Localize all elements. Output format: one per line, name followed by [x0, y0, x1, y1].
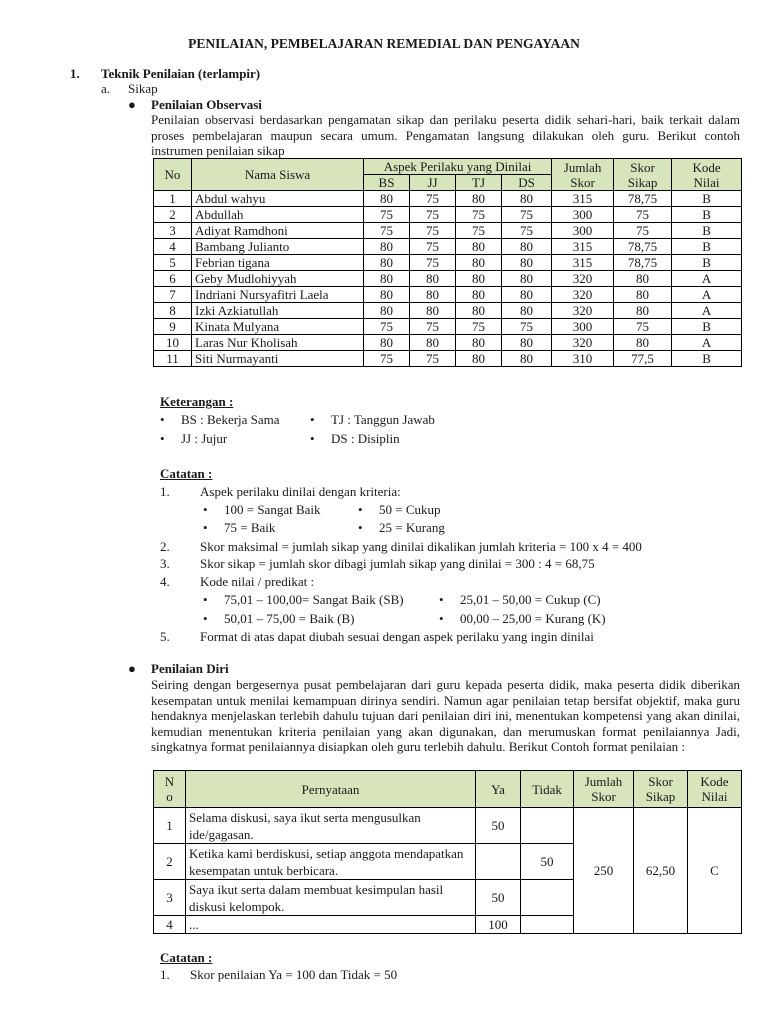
- cell-kode: A: [672, 335, 742, 351]
- cell-tidak: 50: [521, 844, 574, 880]
- cell-skor: 78,75: [614, 239, 672, 255]
- catatan-heading: Catatan :: [160, 950, 213, 965]
- cell-jj: 75: [410, 319, 456, 335]
- predikat-item: • 50,01 – 75,00 = Baik (B): [224, 611, 354, 627]
- cell-ds: 80: [502, 351, 552, 367]
- catatan-item: Aspek perilaku dinilai dengan kriteria:: [200, 484, 401, 499]
- table-row: [154, 239, 742, 255]
- cell-jj: 75: [410, 223, 456, 239]
- cell-bs: 80: [364, 255, 410, 271]
- cell-ds: 80: [502, 239, 552, 255]
- cell-no: 4: [154, 916, 186, 934]
- observation-table: [153, 158, 742, 367]
- cell-ds: 75: [502, 319, 552, 335]
- table-row: [154, 335, 742, 351]
- cell-tidak: [521, 808, 574, 844]
- cell-skor: 80: [614, 335, 672, 351]
- predikat-item: • 75,01 – 100,00= Sangat Baik (SB): [224, 592, 404, 608]
- cell-pernyataan: Saya ikut serta dalam membuat kesimpulan hasil diskusi kelompok.: [186, 880, 476, 916]
- cell-jumlah: 315: [552, 239, 614, 255]
- cell-no: 8: [154, 303, 192, 319]
- cell-ya: 50: [476, 808, 521, 844]
- cell-nama: Kinata Mulyana: [192, 319, 364, 335]
- header-skor-sikap: Skor Sikap: [614, 159, 672, 191]
- keterangan-item: • BS : Bekerja Sama: [181, 412, 280, 428]
- cell-kode: B: [672, 191, 742, 207]
- cell-ds: 80: [502, 303, 552, 319]
- cell-tj: 80: [456, 271, 502, 287]
- cell-kode: B: [672, 255, 742, 271]
- cell-ya: 100: [476, 916, 521, 934]
- header-ds: DS: [502, 175, 552, 191]
- cell-jumlah-skor: 250: [574, 808, 634, 934]
- header-nama: Nama Siswa: [192, 159, 364, 191]
- keterangan-heading: Keterangan :: [160, 394, 234, 409]
- cell-bs: 80: [364, 191, 410, 207]
- cell-jj: 75: [410, 239, 456, 255]
- header-kode-nilai: Kode Nilai: [688, 771, 742, 808]
- cell-ds: 80: [502, 255, 552, 271]
- bullet-icon: ●: [128, 661, 136, 676]
- cell-bs: 80: [364, 271, 410, 287]
- cell-jj: 80: [410, 335, 456, 351]
- cell-nama: Bambang Julianto: [192, 239, 364, 255]
- header-tj: TJ: [456, 175, 502, 191]
- header-skor-sikap: Skor Sikap: [634, 771, 688, 808]
- table-row: [154, 303, 742, 319]
- cell-tj: 80: [456, 255, 502, 271]
- cell-jumlah: 315: [552, 191, 614, 207]
- table-row: [154, 319, 742, 335]
- cell-no: 2: [154, 844, 186, 880]
- header-no: No: [154, 159, 192, 191]
- keterangan-item: • DS : Disiplin: [331, 431, 400, 447]
- cell-tj: 75: [456, 319, 502, 335]
- section-number: 1.: [70, 66, 80, 81]
- cell-no: 10: [154, 335, 192, 351]
- self-assessment-table: [153, 770, 742, 934]
- header-pernyataan: Pernyataan: [186, 771, 476, 808]
- cell-no: 1: [154, 191, 192, 207]
- cell-jumlah: 300: [552, 319, 614, 335]
- predikat-item: • 00,00 – 25,00 = Kurang (K): [460, 611, 606, 627]
- cell-jj: 80: [410, 287, 456, 303]
- cell-bs: 80: [364, 335, 410, 351]
- cell-tj: 80: [456, 191, 502, 207]
- cell-jj: 75: [410, 191, 456, 207]
- cell-ds: 80: [502, 271, 552, 287]
- cell-jumlah: 315: [552, 255, 614, 271]
- kriteria-item: • 25 = Kurang: [379, 520, 445, 536]
- subsection-letter: a.: [101, 81, 111, 96]
- header-ya: Ya: [476, 771, 521, 808]
- cell-no: 9: [154, 319, 192, 335]
- keterangan-item: • TJ : Tanggun Jawab: [331, 412, 435, 428]
- cell-jj: 75: [410, 351, 456, 367]
- catatan-number: 5.: [160, 629, 170, 644]
- cell-nama: Izki Azkiatullah: [192, 303, 364, 319]
- observasi-intro: Penilaian observasi berdasarkan pengamatan sikap dan perilaku peserta didik sehari-hari, baik terkait dalam proses pembelajaran maupun secara umum. Pengamatan langsung dilakukan oleh guru. Berikut contoh instrumen penilaian sikap: [151, 112, 740, 158]
- cell-skor: 78,75: [614, 255, 672, 271]
- cell-bs: 80: [364, 287, 410, 303]
- cell-jumlah: 320: [552, 303, 614, 319]
- observasi-heading: Penilaian Observasi: [151, 97, 262, 112]
- table-row: [154, 287, 742, 303]
- cell-jumlah: 300: [552, 223, 614, 239]
- cell-ya: 50: [476, 880, 521, 916]
- cell-nama: Febrian tigana: [192, 255, 364, 271]
- diri-heading: Penilaian Diri: [151, 661, 229, 676]
- catatan-item: Skor sikap = jumlah skor dibagi jumlah sikap yang dinilai = 300 : 4 = 68,75: [200, 556, 595, 571]
- cell-jj: 80: [410, 303, 456, 319]
- cell-skor: 80: [614, 287, 672, 303]
- cell-kode: A: [672, 287, 742, 303]
- catatan-number: 1.: [160, 967, 170, 982]
- cell-kode: B: [672, 351, 742, 367]
- cell-no: 2: [154, 207, 192, 223]
- table-row: [154, 271, 742, 287]
- cell-bs: 80: [364, 303, 410, 319]
- table-row: [154, 351, 742, 367]
- bullet-icon: ●: [128, 97, 136, 112]
- table-row: [154, 255, 742, 271]
- cell-tj: 80: [456, 303, 502, 319]
- cell-ds: 80: [502, 335, 552, 351]
- keterangan-item: • JJ : Jujur: [181, 431, 227, 447]
- header-no: N o: [154, 771, 186, 808]
- cell-kode-nilai: C: [688, 808, 742, 934]
- cell-no: 1: [154, 808, 186, 844]
- diri-intro: Seiring dengan bergesernya pusat pembelajaran dari guru kepada peserta didik, maka peserta didik diberikan kesempatan untuk menilai kemampuan dirinya sendiri. Namun agar penilaian tetap bersifat objektif, maka guru hendaknya menjelaskan terlebih dahulu tujuan dari penilaian diri ini, menentukan kompetensi yang akan dinilai, kemudian menentukan kriteria penilaian yang akan digunakan, dan merumuskan format penilaiannya Jadi, singkatnya format penilaiannya disiapkan oleh guru terlebih dahulu. Berikut Contoh format penilaian :: [151, 677, 740, 754]
- section-heading: Teknik Penilaian (terlampir): [101, 66, 261, 81]
- cell-nama: Siti Nurmayanti: [192, 351, 364, 367]
- cell-no: 4: [154, 239, 192, 255]
- cell-kode: B: [672, 207, 742, 223]
- cell-ya: [476, 844, 521, 880]
- cell-tj: 80: [456, 239, 502, 255]
- predikat-item: • 25,01 – 50,00 = Cukup (C): [460, 592, 601, 608]
- cell-bs: 75: [364, 351, 410, 367]
- header-jumlah-skor: Jumlah Skor: [552, 159, 614, 191]
- cell-no: 11: [154, 351, 192, 367]
- cell-nama: Abdullah: [192, 207, 364, 223]
- cell-tidak: [521, 916, 574, 934]
- cell-jumlah: 300: [552, 207, 614, 223]
- header-aspek: Aspek Perilaku yang Dinilai: [364, 159, 552, 175]
- cell-tidak: [521, 880, 574, 916]
- cell-pernyataan: Ketika kami berdiskusi, setiap anggota mendapatkan kesempatan untuk berbicara.: [186, 844, 476, 880]
- catatan-number: 4.: [160, 574, 170, 589]
- catatan-number: 1.: [160, 484, 170, 499]
- catatan-number: 2.: [160, 539, 170, 554]
- kriteria-item: • 50 = Cukup: [379, 502, 441, 518]
- cell-ds: 80: [502, 191, 552, 207]
- header-bs: BS: [364, 175, 410, 191]
- cell-ds: 75: [502, 207, 552, 223]
- catatan-item: Skor penilaian Ya = 100 dan Tidak = 50: [190, 967, 398, 982]
- header-jumlah-skor: Jumlah Skor: [574, 771, 634, 808]
- cell-kode: B: [672, 319, 742, 335]
- cell-jj: 75: [410, 255, 456, 271]
- cell-jj: 80: [410, 271, 456, 287]
- subsection-heading: Sikap: [128, 81, 158, 96]
- cell-skor: 80: [614, 271, 672, 287]
- cell-skor: 77,5: [614, 351, 672, 367]
- cell-skor: 75: [614, 207, 672, 223]
- catatan-heading: Catatan :: [160, 466, 213, 481]
- cell-no: 6: [154, 271, 192, 287]
- header-jj: JJ: [410, 175, 456, 191]
- cell-jumlah: 310: [552, 351, 614, 367]
- cell-no: 3: [154, 880, 186, 916]
- cell-jumlah: 320: [552, 287, 614, 303]
- cell-skor: 78,75: [614, 191, 672, 207]
- cell-kode: B: [672, 223, 742, 239]
- table-row: [154, 808, 742, 844]
- table-row: [154, 223, 742, 239]
- cell-skor: 75: [614, 319, 672, 335]
- cell-bs: 75: [364, 207, 410, 223]
- cell-bs: 80: [364, 239, 410, 255]
- cell-ds: 80: [502, 287, 552, 303]
- catatan-item: Skor maksimal = jumlah sikap yang dinilai dikalikan jumlah kriteria = 100 x 4 = 400: [200, 539, 642, 554]
- cell-jumlah: 320: [552, 271, 614, 287]
- cell-no: 7: [154, 287, 192, 303]
- cell-nama: Laras Nur Kholisah: [192, 335, 364, 351]
- cell-nama: Geby Mudlohiyyah: [192, 271, 364, 287]
- cell-kode: A: [672, 303, 742, 319]
- cell-tj: 75: [456, 207, 502, 223]
- cell-jumlah: 320: [552, 335, 614, 351]
- cell-nama: Indriani Nursyafitri Laela: [192, 287, 364, 303]
- cell-bs: 75: [364, 319, 410, 335]
- cell-kode: B: [672, 239, 742, 255]
- cell-bs: 75: [364, 223, 410, 239]
- cell-skor-sikap: 62,50: [634, 808, 688, 934]
- catatan-item: Kode nilai / predikat :: [200, 574, 315, 589]
- kriteria-item: • 100 = Sangat Baik: [224, 502, 321, 518]
- table-row: [154, 191, 742, 207]
- header-kode-nilai: Kode Nilai: [672, 159, 742, 191]
- cell-tj: 75: [456, 223, 502, 239]
- kriteria-item: • 75 = Baik: [224, 520, 275, 536]
- cell-nama: Adiyat Ramdhoni: [192, 223, 364, 239]
- cell-pernyataan: ...: [186, 916, 476, 934]
- catatan-number: 3.: [160, 556, 170, 571]
- cell-tj: 80: [456, 335, 502, 351]
- cell-pernyataan: Selama diskusi, saya ikut serta mengusulkan ide/gagasan.: [186, 808, 476, 844]
- cell-skor: 75: [614, 223, 672, 239]
- page-title: PENILAIAN, PEMBELAJARAN REMEDIAL DAN PENGAYAAN: [188, 36, 580, 51]
- cell-no: 3: [154, 223, 192, 239]
- catatan-item: Format di atas dapat diubah sesuai dengan aspek perilaku yang ingin dinilai: [200, 629, 594, 644]
- cell-no: 5: [154, 255, 192, 271]
- cell-skor: 80: [614, 303, 672, 319]
- cell-ds: 75: [502, 223, 552, 239]
- header-tidak: Tidak: [521, 771, 574, 808]
- cell-jj: 75: [410, 207, 456, 223]
- cell-tj: 80: [456, 351, 502, 367]
- table-row: [154, 207, 742, 223]
- cell-tj: 80: [456, 287, 502, 303]
- cell-nama: Abdul wahyu: [192, 191, 364, 207]
- cell-kode: A: [672, 271, 742, 287]
